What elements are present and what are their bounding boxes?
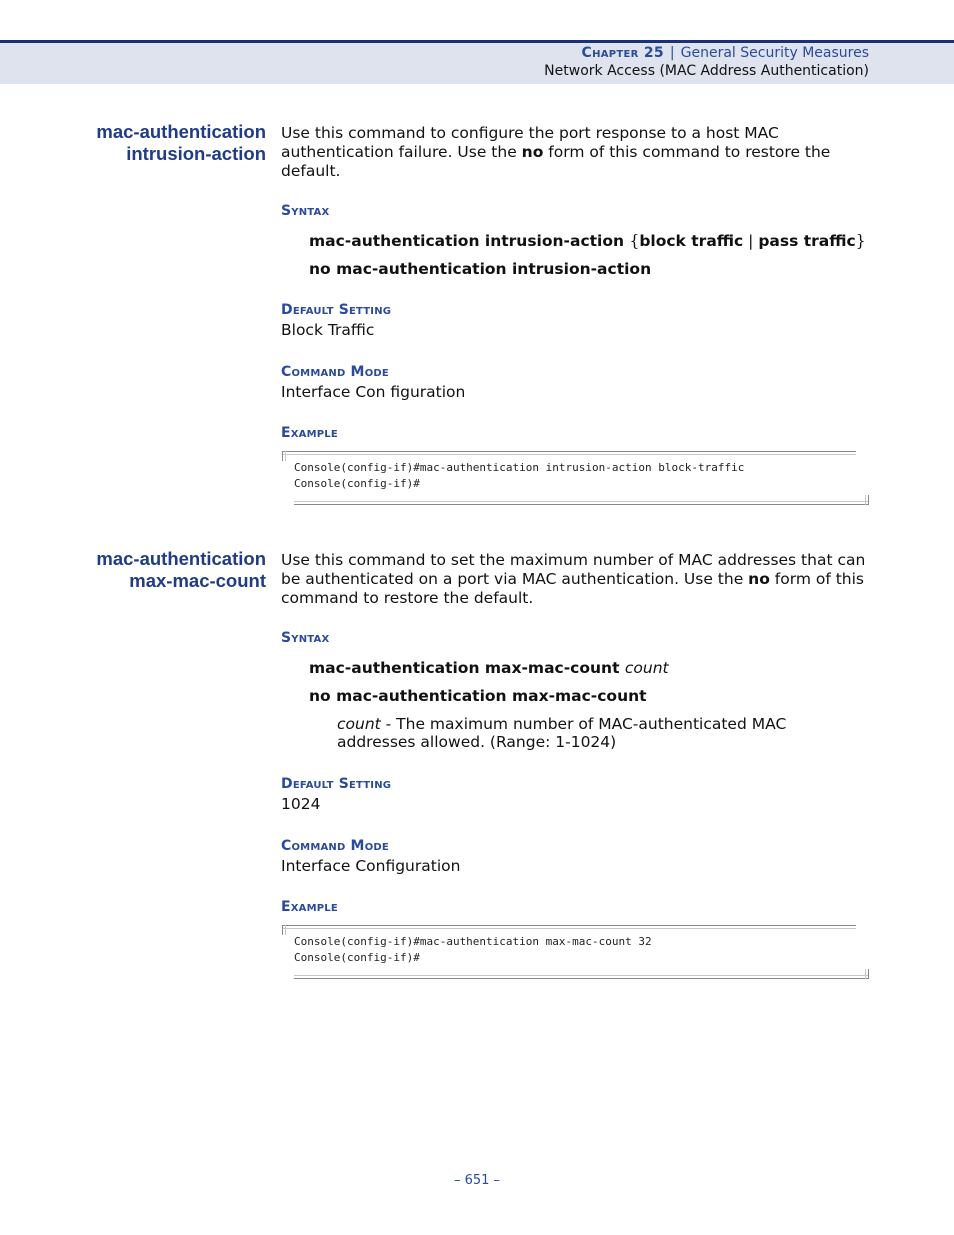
- syntax-no-line: no mac-authentication max-mac-count: [309, 687, 647, 705]
- description-text: Use this command to configure the port response to a host MAC authentication failure. Use the: [281, 124, 779, 161]
- syntax-separator: |: [743, 232, 759, 250]
- default-setting-heading: Default Setting: [281, 302, 392, 318]
- code-box-border: [294, 501, 869, 505]
- section-title-line2: max-mac-count: [129, 570, 266, 591]
- default-setting-heading: Default Setting: [281, 776, 392, 792]
- description-keyword: no: [748, 570, 770, 588]
- syntax-command: mac-authentication intrusion-action: [309, 232, 630, 250]
- code-box-border: [865, 969, 869, 979]
- code-box-border: [282, 451, 286, 461]
- section-title-max-mac-count: [66, 548, 266, 592]
- description-text: Use this command to set the maximum number of MAC addresses that can be authenticated on a port via MAC authentication. Use the: [281, 551, 866, 588]
- code-box-border: [282, 925, 856, 929]
- default-setting-value: 1024: [281, 795, 321, 813]
- command-mode-heading: Command Mode: [281, 838, 389, 854]
- syntax-no-line: no mac-authentication intrusion-action: [309, 260, 652, 278]
- command-mode-value: Interface Con figuration: [281, 383, 466, 401]
- section-title-intrusion-action: [66, 121, 266, 165]
- syntax-option: pass traffic: [758, 232, 856, 250]
- code-box-border: [865, 495, 869, 505]
- syntax-heading: Syntax: [281, 630, 330, 646]
- example-code: Console(config-if)#mac-authentication max-mac-count 32 Console(config-if)#: [294, 935, 652, 964]
- code-box-border: [294, 975, 869, 979]
- syntax-brace-open: {: [629, 232, 640, 250]
- command-mode-value: Interface Configuration: [281, 857, 461, 875]
- section-title-line1: mac-authentication: [96, 121, 266, 142]
- page-number: – 651 –: [453, 1173, 501, 1188]
- syntax-command: mac-authentication max-mac-count: [309, 659, 625, 677]
- header-separator: |: [669, 45, 675, 61]
- header-chapter-title: General Security Measures: [680, 45, 869, 61]
- description-text: form of this command to restore the default.: [281, 570, 865, 607]
- example-heading: Example: [281, 425, 338, 441]
- syntax-brace-close: }: [855, 232, 866, 250]
- section-description: [281, 124, 876, 181]
- example-heading: Example: [281, 899, 338, 915]
- parameter-description: [337, 715, 857, 751]
- syntax-line: [309, 659, 669, 677]
- syntax-heading: Syntax: [281, 203, 330, 219]
- section-title-line1: mac-authentication: [96, 548, 266, 569]
- header-chapter: Chapter 25: [581, 45, 664, 61]
- description-text: form of this command to restore the default.: [281, 143, 831, 180]
- code-box-border: [282, 925, 286, 935]
- parameter-name: count: [337, 715, 381, 733]
- section-description: [281, 551, 876, 608]
- code-box-border: [282, 451, 856, 455]
- description-keyword: no: [521, 143, 544, 161]
- default-setting-value: Block Traffic: [281, 321, 375, 339]
- syntax-line: [309, 232, 866, 250]
- example-code: Console(config-if)#mac-authentication intrusion-action block-traffic Console(config-if)#: [294, 461, 745, 490]
- syntax-argument: count: [624, 659, 669, 677]
- command-mode-heading: Command Mode: [281, 364, 389, 380]
- example-code-box: [282, 925, 869, 979]
- parameter-text: - The maximum number of MAC-authenticated MAC addresses allowed. (Range: 1-1024): [337, 715, 787, 751]
- syntax-option: block traffic: [639, 232, 744, 250]
- header-section: Network Access (MAC Address Authentication): [544, 63, 869, 79]
- section-title-line2: intrusion-action: [126, 143, 266, 164]
- example-code-box: [282, 451, 869, 505]
- header-chapter-line: [582, 45, 870, 61]
